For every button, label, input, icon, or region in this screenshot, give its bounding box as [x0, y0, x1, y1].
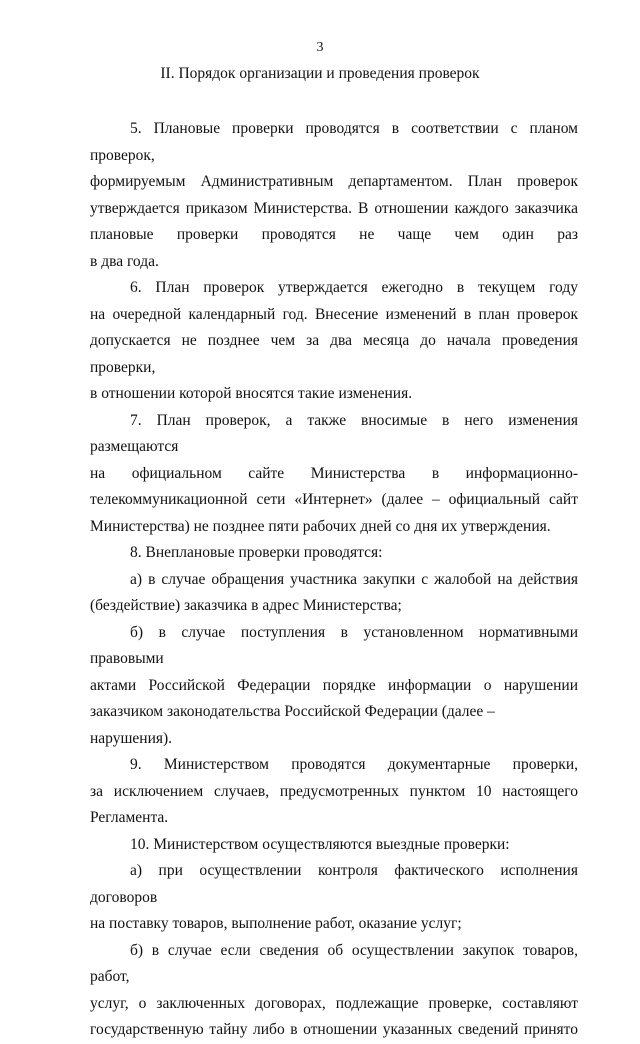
text-line: 5. Плановые проверки проводятся в соответствии с планом проверок, [90, 120, 578, 164]
text-line: государственную тайну либо в отношении указанных сведений принято [90, 1021, 578, 1038]
text-line: на поставку товаров, выполнение работ, оказание услуг; [90, 915, 462, 932]
text-line: формируемым Административным департаментом. План проверок [90, 173, 578, 190]
text-line: (бездействие) заказчика в адрес Министерства; [90, 597, 402, 614]
text-line: Регламента. [90, 809, 169, 826]
text-line: 10. Министерством осуществляются выездные проверки: [130, 835, 510, 853]
text-line: в отношении которой вносятся такие изменения. [90, 385, 413, 402]
text-line: за исключением случаев, предусмотренных пунктом 10 настоящего [90, 782, 578, 800]
text-line: на официальном сайте Министерства в информационно- [90, 464, 578, 482]
section-title: II. Порядок организации и проведения проверок [160, 65, 480, 82]
text-line: услуг, о заключенных договорах, подлежащие проверке, составляют [90, 994, 578, 1012]
text-line: 7. План проверок, а также вносимые в него изменения размещаются [90, 411, 578, 455]
text-line: а) в случае обращения участника закупки с жалобой на действия [130, 570, 578, 588]
document-body [90, 116, 578, 1044]
text-line: Министерства) не позднее пяти рабочих дней со дня их утверждения. [90, 517, 551, 535]
text-line: 9. Министерством проводятся документарные проверки, [130, 756, 578, 773]
text-line: б) в случае если сведения об осуществлении закупок товаров, работ, [90, 941, 578, 985]
text-line: актами Российской Федерации порядке информации о нарушении [90, 676, 578, 694]
text-line: 8. Внеплановые проверки проводятся: [130, 544, 383, 561]
text-line: телекоммуникационной сети «Интернет» (далее – официальный сайт [90, 491, 578, 508]
text-line: в два года. [90, 252, 159, 270]
text-line: б) в случае поступления в установленном нормативными правовыми [90, 623, 578, 667]
text-line: на очередной календарный год. Внесение изменений в план проверок [90, 305, 578, 323]
text-line: заказчиком законодательства Российской Федерации (далее – нарушения). [90, 703, 495, 747]
page-number: 3 [316, 40, 324, 55]
text-line: утверждается приказом Министерства. В отношении каждого заказчика [90, 199, 578, 217]
text-line: допускается не позднее чем за два месяца до начала проведения проверки, [90, 332, 578, 376]
text-line: 6. План проверок утверждается ежегодно в текущем году [130, 279, 578, 296]
text-line: а) при осуществлении контроля фактического исполнения договоров [90, 862, 578, 906]
text-line: плановые проверки проводятся не чаще чем один раз [90, 226, 578, 243]
